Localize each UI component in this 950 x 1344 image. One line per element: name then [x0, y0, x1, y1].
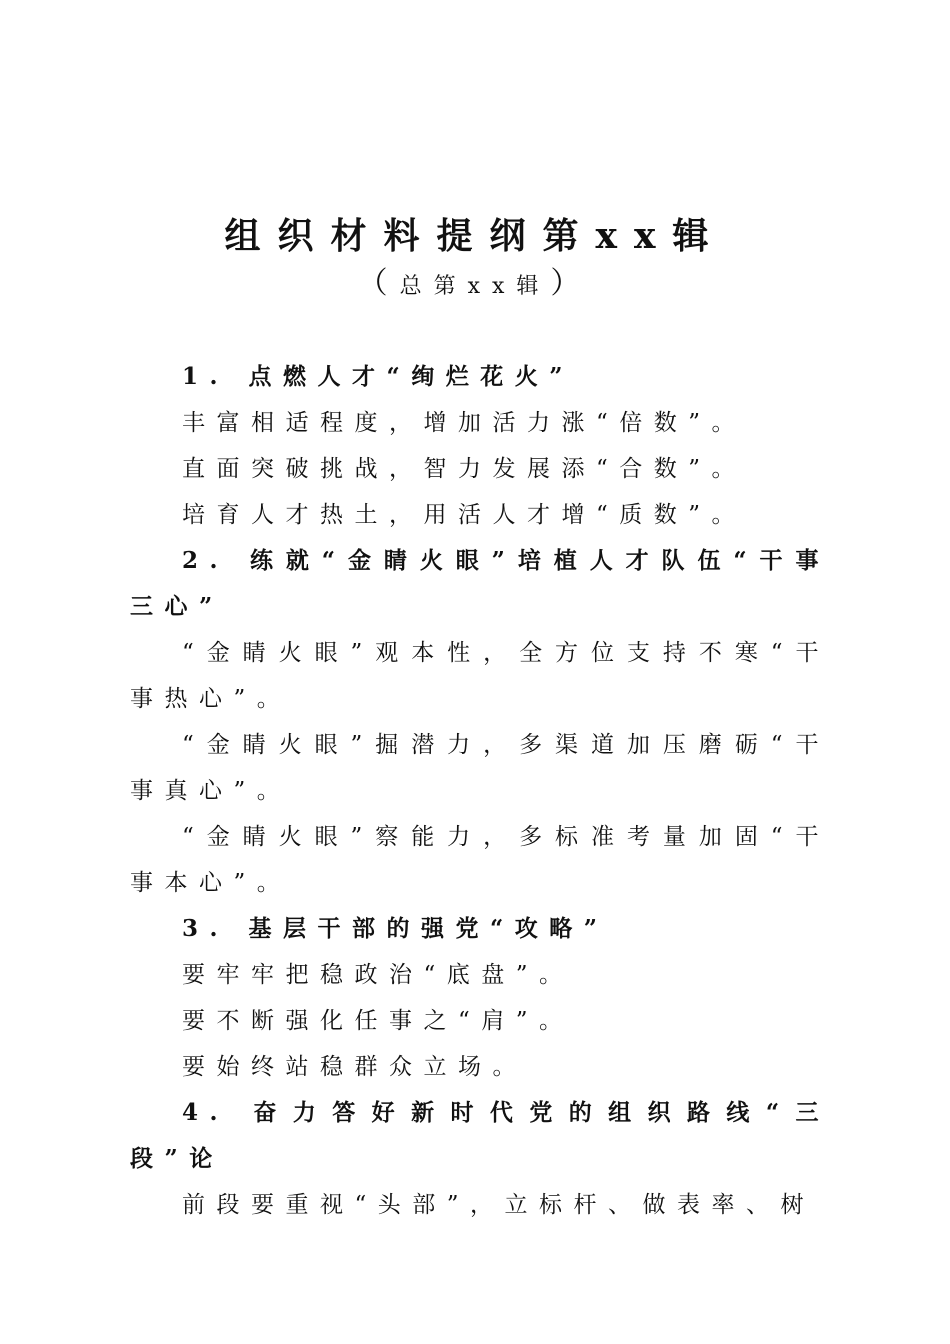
- paragraph: 要始终站稳群众立场。: [182, 1054, 527, 1080]
- section-heading-1: 1. 点燃人才“绚烂花火”: [182, 363, 574, 390]
- document-title: 组织材料提纲第xx辑: [224, 215, 726, 257]
- paragraph: 丰富相适程度，增加活力涨“倍数”。: [182, 410, 747, 436]
- subtitle-open-paren: （: [357, 266, 400, 301]
- subtitle-close-paren: ）: [550, 266, 593, 301]
- paragraph: 培育人才热土，用活人才增“质数”。: [182, 502, 747, 528]
- paragraph: 要不断强化任事之“肩”。: [182, 1008, 574, 1034]
- paragraph: “金睛火眼”察能力，多标准考量加固“干事本心”。: [130, 824, 830, 896]
- document-body: [130, 354, 830, 1228]
- paragraph: “金睛火眼”掘潜力，多渠道加压磨砺“干事真心”。: [130, 732, 830, 804]
- section-heading-2: 2. 练就“金睛火眼”培植人才队伍“干事三心”: [130, 547, 830, 620]
- paragraph: 直面突破挑战，智力发展添“合数”。: [182, 456, 747, 482]
- paragraph: 要牢牢把稳政治“底盘”。: [182, 962, 574, 988]
- paragraph: “金睛火眼”观本性，全方位支持不寒“干事热心”。: [130, 640, 830, 712]
- section-heading-4: 4. 奋力答好新时代党的组织路线“三段”论: [130, 1099, 830, 1172]
- document-subtitle: [0, 266, 950, 305]
- section-heading-3: 3. 基层干部的强党“攻略”: [182, 915, 609, 942]
- subtitle-text: 总第xx辑: [399, 274, 551, 299]
- paragraph: 前段要重视“头部”，立标杆、做表率、树: [182, 1192, 816, 1218]
